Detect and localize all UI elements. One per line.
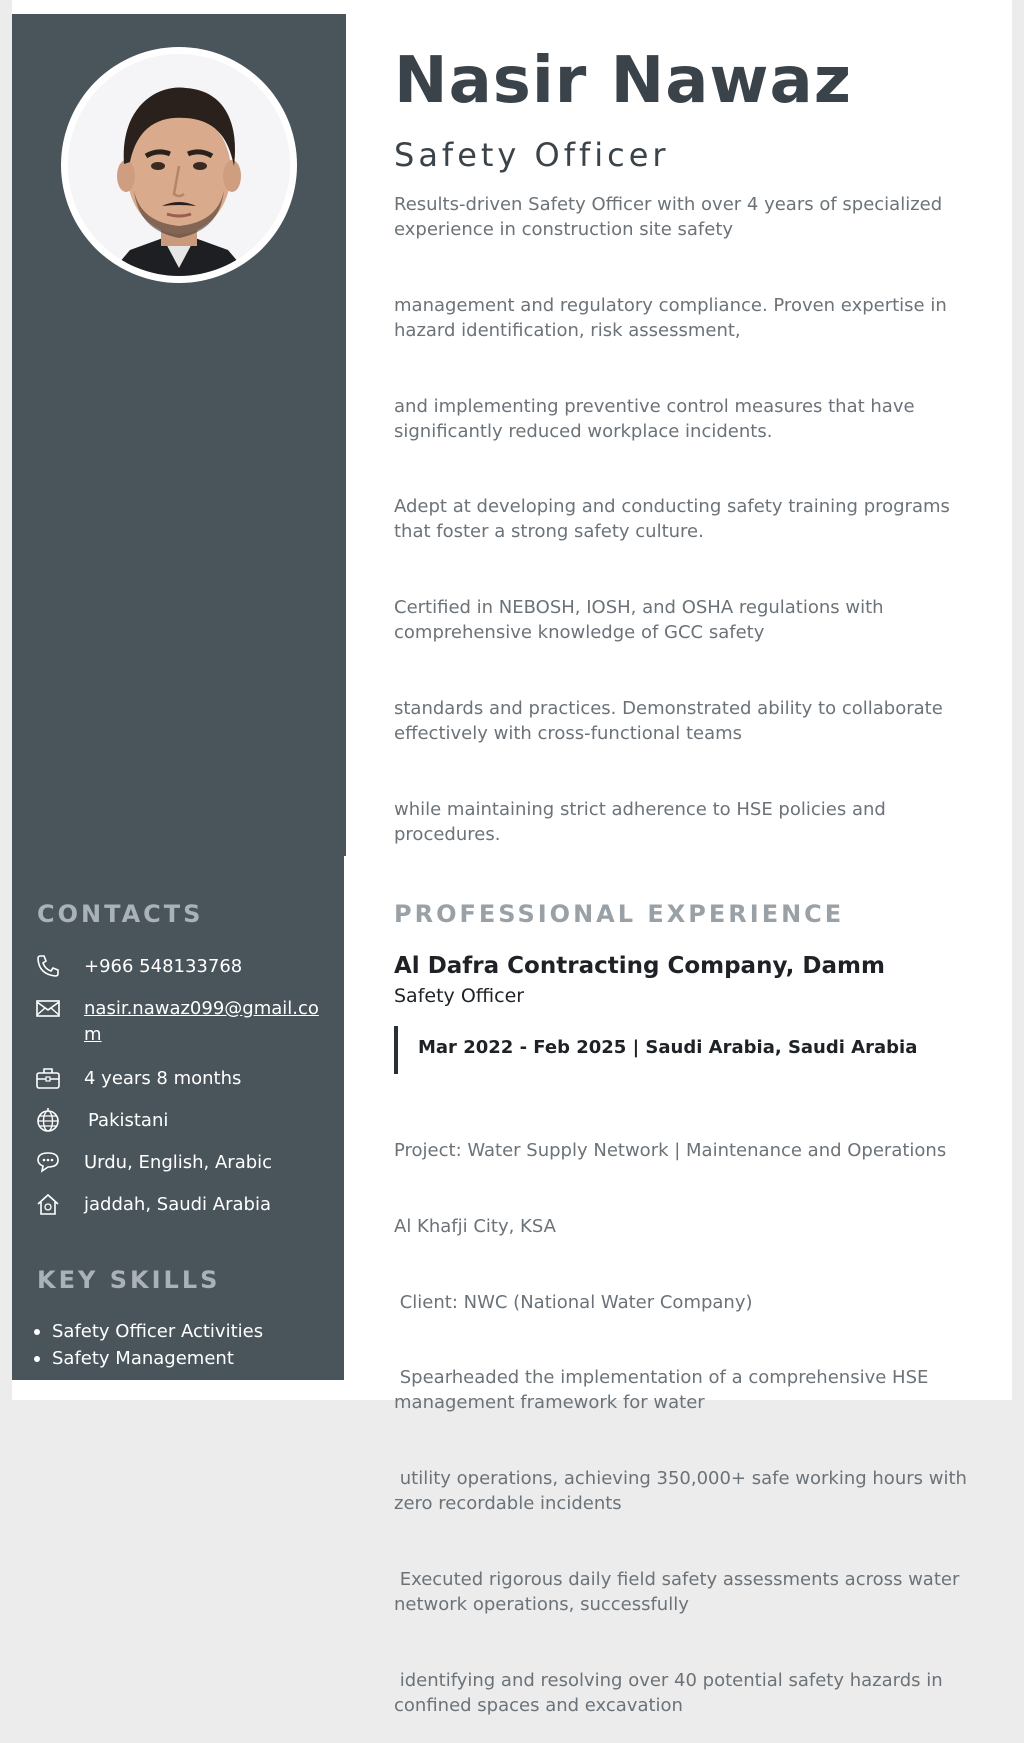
experience-duration: 4 years 8 months: [84, 1068, 242, 1089]
summary-paragraph: standards and practices. Demonstrated ability to collaborate effectively with cross-functional teams: [394, 698, 943, 744]
job-detail-line: Spearheaded the implementation of a comprehensive HSE management framework for water: [394, 1367, 935, 1414]
contact-nationality: [34, 1104, 334, 1136]
company-name: Al Dafra Contracting Company, Damm: [394, 953, 885, 979]
experience-heading: PROFESSIONAL EXPERIENCE: [394, 900, 845, 928]
job-detail-line: Executed rigorous daily field safety assessments across water network operations, successfully: [394, 1568, 966, 1616]
home-icon: [34, 1190, 62, 1218]
job-title: Safety Officer: [394, 985, 525, 1007]
job-detail-line: Client: NWC (National Water Company): [394, 1291, 753, 1313]
phone-number: +966 548133768: [84, 956, 243, 977]
contact-experience: [34, 1062, 334, 1094]
profile-photo: [68, 54, 290, 276]
skill-item: Safety Management: [34, 1345, 263, 1372]
job-detail-line: identifying and resolving over 40 potential safety hazards in confined spaces and excavation: [394, 1669, 949, 1716]
email-link[interactable]: nasir.nawaz099@gmail.com: [84, 998, 319, 1045]
candidate-title: Safety Officer: [394, 136, 670, 174]
languages: Urdu, English, Arabic: [84, 1152, 273, 1173]
briefcase-icon: [34, 1064, 62, 1092]
summary-paragraph: Results-driven Safety Officer with over 4 years of specialized experience in construction site safety: [394, 194, 943, 240]
job-details: [394, 1088, 974, 1743]
job-detail-line: Project: Water Supply Network | Maintenance and Operations: [394, 1140, 947, 1162]
summary-paragraph: and implementing preventive control measures that have significantly reduced workplace incidents.: [394, 396, 915, 442]
phone-icon: [34, 952, 62, 980]
summary-paragraph: Adept at developing and conducting safety training programs that foster a strong safety culture.: [394, 496, 950, 542]
summary-paragraph: Certified in NEBOSH, IOSH, and OSHA regulations with comprehensive knowledge of GCC safety: [394, 597, 884, 643]
job-detail-line: Al Khafji City, KSA: [394, 1216, 556, 1238]
portrait-illustration: [68, 54, 290, 276]
candidate-name: Nasir Nawaz: [394, 44, 852, 118]
speech-bubbles-icon: [34, 1148, 62, 1176]
key-skills-heading: KEY SKILLS: [37, 1266, 221, 1294]
summary-paragraph: while maintaining strict adherence to HSE policies and procedures.: [394, 799, 886, 845]
skills-list: [34, 1318, 263, 1372]
job-dates: Mar 2022 - Feb 2025 | Saudi Arabia, Saudi Arabia: [418, 1037, 918, 1058]
envelope-icon: [34, 994, 62, 1022]
contact-location: [34, 1188, 334, 1220]
contacts-heading: CONTACTS: [37, 900, 204, 928]
skill-item: Safety Officer Activities: [34, 1318, 263, 1345]
date-accent-bar: [394, 1026, 398, 1074]
globe-icon: [34, 1106, 62, 1134]
contact-email[interactable]: [34, 992, 334, 1052]
contact-phone[interactable]: [34, 950, 334, 982]
summary-paragraph: management and regulatory compliance. Proven expertise in hazard identification, risk assessment,: [394, 295, 947, 341]
nationality: Pakistani: [88, 1110, 169, 1131]
location: jaddah, Saudi Arabia: [84, 1194, 271, 1215]
job-detail-line: utility operations, achieving 350,000+ safe working hours with zero recordable incidents: [394, 1468, 973, 1515]
contact-languages: [34, 1146, 334, 1178]
